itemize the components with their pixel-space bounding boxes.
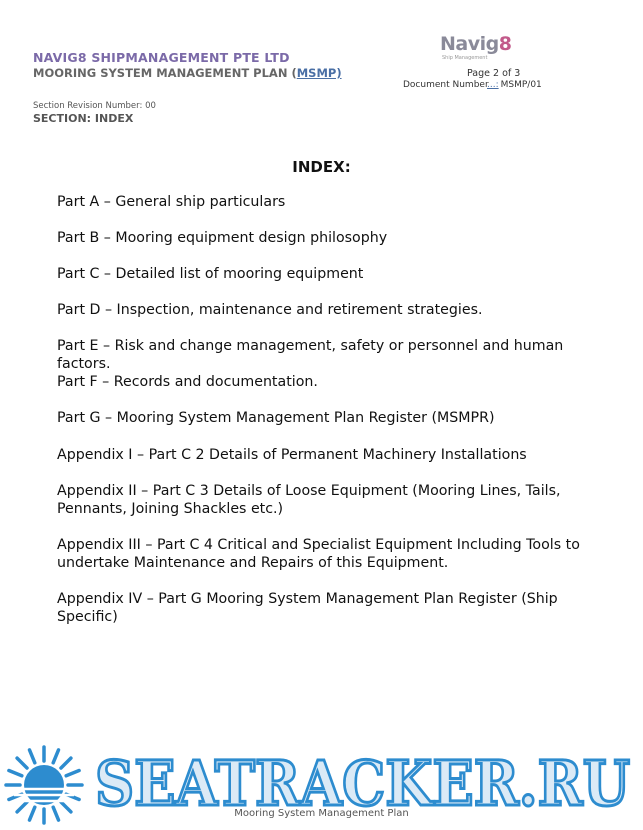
footer-text: Mooring System Management Plan — [234, 808, 409, 819]
index-item-appendix-1: Appendix I – Part C 2 Details of Permanent Machinery Installations — [57, 447, 527, 463]
plan-title — [33, 66, 342, 80]
page-number: Page 2 of 3 — [467, 68, 521, 79]
sun-ray — [61, 758, 71, 768]
sun-ray — [17, 758, 27, 768]
index-item-part-f: Part F – Records and documentation. — [57, 374, 318, 390]
index-item-part-a: Part A – General ship particulars — [57, 194, 286, 210]
navig8-logo — [440, 33, 512, 61]
index-item-appendix-3: Appendix III – Part C 4 Critical and Specialist Equipment Including Tools to undertake Maintenance and Repairs of this Equipment. — [57, 537, 580, 571]
section-label: SECTION: INDEX — [33, 112, 134, 125]
index-item-part-d: Part D – Inspection, maintenance and retirement strategies. — [57, 302, 483, 318]
watermark-text: SEATRACKER.RU — [95, 747, 630, 820]
index-item-part-c: Part C – Detailed list of mooring equipment — [57, 266, 364, 282]
plan-title-prefix: MOORING SYSTEM MANAGEMENT PLAN ( — [33, 66, 297, 80]
logo-word: Navig — [440, 33, 499, 55]
company-name: NAVIG8 SHIPMANAGEMENT PTE LTD — [33, 50, 290, 65]
index-item-part-b: Part B – Mooring equipment design philosophy — [57, 230, 388, 246]
plan-title-abbrev: MSMP) — [296, 66, 342, 80]
index-title: INDEX: — [292, 158, 351, 176]
logo-digit: 8 — [498, 33, 512, 55]
sun-ray — [9, 771, 22, 776]
index-item-part-e: Part E – Risk and change management, safety or personnel and human factors. — [57, 338, 564, 372]
doc-number-value: MSMP/01 — [500, 80, 542, 90]
sun-ray — [66, 771, 79, 776]
doc-number — [487, 80, 542, 90]
doc-number-label: Document Number — [403, 80, 489, 90]
logo-subtitle: Ship Management — [442, 55, 488, 61]
sun-ray — [53, 750, 58, 763]
doc-number-sep: ...: — [487, 80, 499, 90]
index-item-part-g: Part G – Mooring System Management Plan Register (MSMPR) — [57, 410, 495, 426]
index-item-appendix-2: Appendix II – Part C 3 Details of Loose Equipment (Mooring Lines, Tails, Pennants, Joining Shackles etc.) — [57, 483, 561, 517]
index-item-appendix-4: Appendix IV – Part G Mooring System Management Plan Register (Ship Specific) — [57, 591, 558, 625]
sun-ray — [30, 750, 35, 763]
section-revision: Section Revision Number: 00 — [33, 101, 156, 111]
